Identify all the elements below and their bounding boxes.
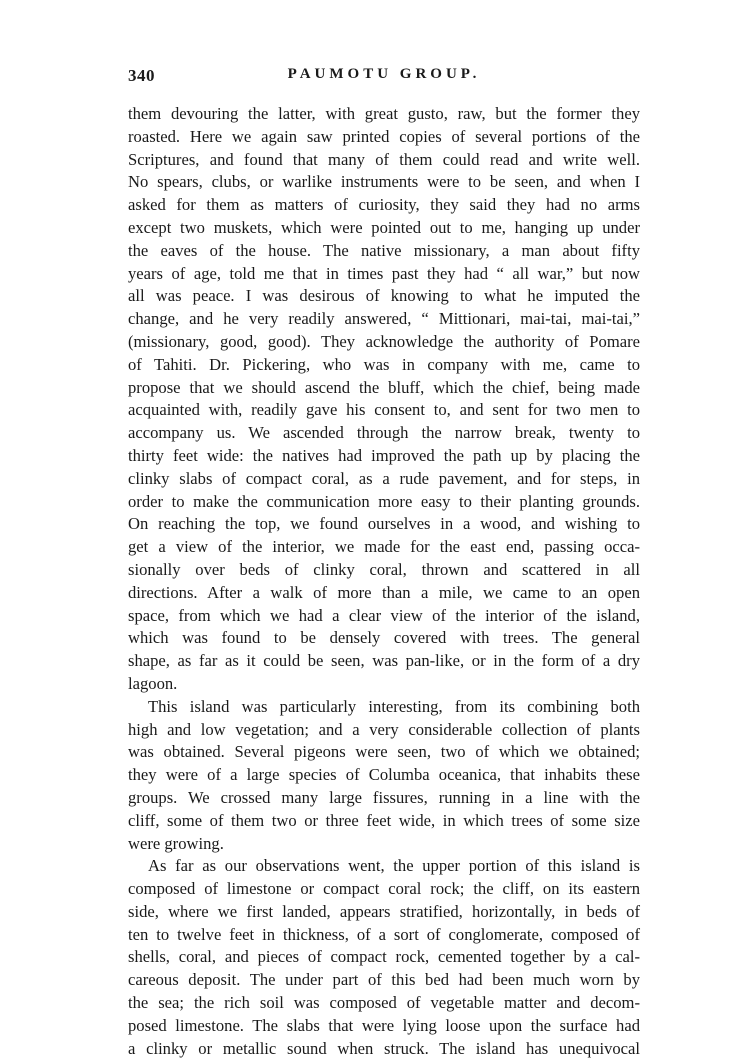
text-line: them devouring the latter, with great gusto, raw, but the former they: [128, 104, 640, 123]
text-line: careous deposit. The under part of this bed had been much worn by: [128, 970, 640, 990]
text-line: the sea; the rich soil was composed of vegetable matter and decom-: [128, 993, 640, 1013]
text-line: directions. After a walk of more than a mile, we came to an open: [128, 582, 640, 602]
text-line: they were of a large species of Columba oceanica, that inhabits these: [128, 765, 640, 785]
text-line: order to make the communication more easy to their planting grounds.: [128, 491, 640, 511]
text-line: shape, as far as it could be seen, was pan-like, or in the form of a dry: [128, 651, 640, 671]
text-line: acquainted with, readily gave his consent to, and sent for two men to: [128, 400, 640, 420]
text-line: groups. We crossed many large fissures, running in a line with the: [128, 787, 640, 807]
text-line: were growing.: [128, 833, 224, 853]
text-line: (missionary, good, good). They acknowledge the authority of Pomare: [128, 331, 640, 351]
text-line: roasted. Here we again saw printed copies of several portions of the: [128, 126, 640, 146]
text-line: Scriptures, and found that many of them could read and write well.: [128, 149, 640, 169]
body-text: [128, 103, 640, 1060]
text-line: of Tahiti. Dr. Pickering, who was in company with me, came to: [128, 354, 640, 374]
paragraph: [128, 103, 640, 696]
text-line: was obtained. Several pigeons were seen, two of which we obtained;: [128, 742, 640, 762]
text-line: accompany us. We ascended through the narrow break, twenty to: [128, 423, 640, 443]
text-line: propose that we should ascend the bluff, which the chief, being made: [128, 377, 640, 397]
text-line: side, where we first landed, appears stratified, horizontally, in beds of: [128, 901, 640, 921]
text-line: ten to twelve feet in thickness, of a sort of conglomerate, composed of: [128, 924, 640, 944]
text-line: sionally over beds of clinky coral, thrown and scattered in all: [128, 559, 640, 579]
text-line: change, and he very readily answered, “ Mittionari, mai-tai, mai-tai,”: [128, 309, 640, 329]
text-line: posed limestone. The slabs that were lying loose upon the surface had: [128, 1015, 640, 1035]
text-line: except two muskets, which were pointed out to me, hanging up under: [128, 217, 640, 237]
text-line: a clinky or metallic sound when struck. The island has unequivocal: [128, 1038, 640, 1058]
page-header: [128, 66, 640, 88]
text-line: On reaching the top, we found ourselves in a wood, and wishing to: [128, 514, 640, 534]
text-line: space, from which we had a clear view of the interior of the island,: [128, 605, 640, 625]
text-line: cliff, some of them two or three feet wide, in which trees of some size: [128, 810, 640, 830]
text-line: asked for them as matters of curiosity, they said they had no arms: [128, 195, 640, 215]
text-line: clinky slabs of compact coral, as a rude pavement, and for steps, in: [128, 468, 640, 488]
text-line: lagoon.: [128, 673, 178, 693]
text-line: This island was particularly interesting, from its combining both: [148, 696, 640, 716]
text-line: high and low vegetation; and a very considerable collection of plants: [128, 719, 640, 739]
paragraph: [128, 696, 640, 856]
text-line: shells, coral, and pieces of compact rock, cemented together by a cal-: [128, 947, 640, 967]
text-line: years of age, told me that in times past they had “ all war,” but now: [128, 263, 640, 283]
text-line: the eaves of the house. The native missionary, a man about fifty: [128, 240, 640, 260]
text-line: which was found to be densely covered with trees. The general: [128, 628, 640, 648]
running-title: PAUMOTU GROUP.: [287, 66, 481, 82]
paragraph: [128, 855, 640, 1060]
page-number: 340: [128, 66, 155, 85]
text-line: No spears, clubs, or warlike instruments were to be seen, and when I: [128, 172, 640, 192]
text-line: all was peace. I was desirous of knowing to what he imputed the: [128, 286, 640, 306]
text-line: As far as our observations went, the upper portion of this island is: [148, 856, 640, 876]
text-line: thirty feet wide: the natives had improved the path up by placing the: [128, 445, 640, 465]
text-line: get a view of the interior, we made for the east end, passing occa-: [128, 537, 640, 557]
text-line: composed of limestone or compact coral rock; the cliff, on its eastern: [128, 879, 640, 899]
